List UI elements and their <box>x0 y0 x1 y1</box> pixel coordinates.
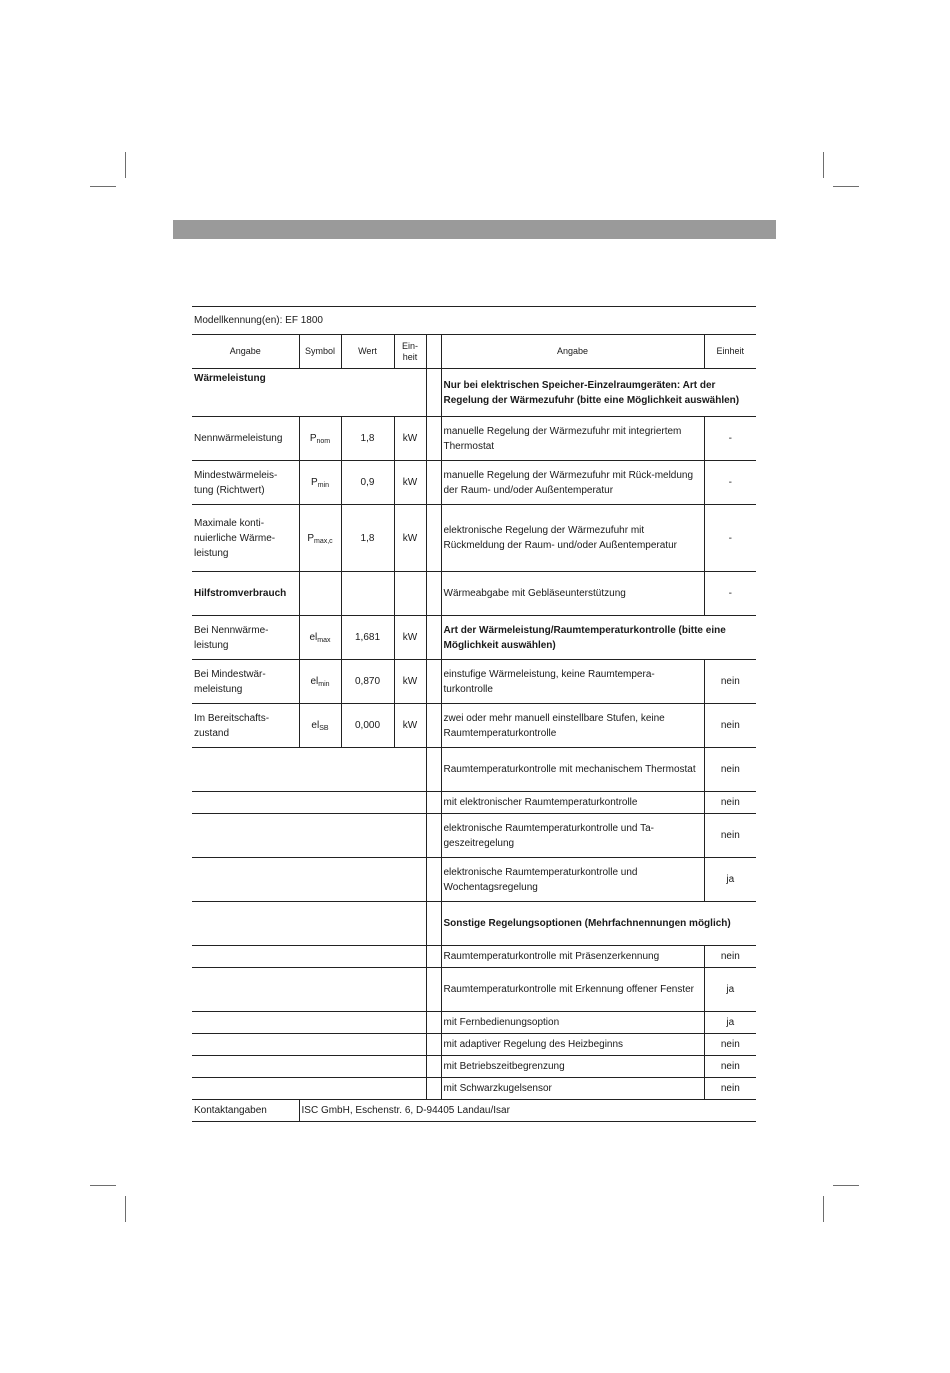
product-datasheet <box>192 306 756 1122</box>
spacer-cell <box>426 704 441 748</box>
row-angabe: Bei Nennwärme-leistung <box>192 616 299 660</box>
section3-title: Sonstige Regelungsoptionen (Mehrfachnennungen möglich) <box>441 902 756 946</box>
row-einheit: kW <box>394 461 426 505</box>
row-right-angabe: Wärmeabgabe mit Gebläseunterstützung <box>441 572 704 616</box>
table-row <box>192 505 756 572</box>
spacer-cell <box>426 968 441 1012</box>
row-right-einheit: nein <box>704 792 756 814</box>
empty-cell <box>192 968 426 1012</box>
header-band <box>173 220 776 239</box>
row-right-einheit: nein <box>704 1078 756 1100</box>
model-label: Modellkennung(en): EF 1800 <box>192 307 756 335</box>
table-row <box>192 858 756 902</box>
row-symbol: $P_{nom}$ <box>299 417 341 461</box>
row-right-angabe: mit Schwarzkugelsensor <box>441 1078 704 1100</box>
row-right-einheit: nein <box>704 1056 756 1078</box>
table-row <box>192 660 756 704</box>
row-symbol: $P_{min}$ <box>299 461 341 505</box>
table-row <box>192 748 756 792</box>
empty-cell <box>192 1012 426 1034</box>
row-angabe: Im Bereitschafts-zustand <box>192 704 299 748</box>
table-row <box>192 968 756 1012</box>
row-einheit: kW <box>394 616 426 660</box>
crop-mark <box>125 152 126 178</box>
row-right-angabe: Raumtemperaturkontrolle mit Erkennung offener Fenster <box>441 968 704 1012</box>
row-right-einheit: nein <box>704 814 756 858</box>
row-right-angabe: einstufige Wärmeleistung, keine Raumtempera-turkontrolle <box>441 660 704 704</box>
row-right-angabe: mit adaptiver Regelung des Heizbeginns <box>441 1034 704 1056</box>
kontakt-value: ISC GmbH, Eschenstr. 6, D-94405 Landau/Isar <box>299 1100 756 1122</box>
col-wert: Wert <box>341 335 394 369</box>
row-einheit: kW <box>394 660 426 704</box>
spacer-cell <box>426 505 441 572</box>
spacer-cell <box>426 1078 441 1100</box>
row-angabe: Maximale konti-nuierliche Wärme-leistung <box>192 505 299 572</box>
col-einheit-left: Ein- heit <box>394 335 426 369</box>
model-row <box>192 307 756 335</box>
empty-cell <box>341 572 394 616</box>
row-right-einheit: ja <box>704 858 756 902</box>
crop-mark <box>833 1185 859 1186</box>
row-wert: 0,000 <box>341 704 394 748</box>
row-symbol: $el_{max}$ <box>299 616 341 660</box>
section1-title: Nur bei elektrischen Speicher-Einzelraumgeräten: Art der Regelung der Wärmezufuhr (bitte eine Möglichkeit auswählen) <box>441 369 756 417</box>
row-right-einheit: - <box>704 572 756 616</box>
waermeleistung-title: Wärmeleistung <box>192 369 426 417</box>
row-right-angabe: Raumtemperaturkontrolle mit mechanischem Thermostat <box>441 748 704 792</box>
col-angabe-right: Angabe <box>441 335 704 369</box>
row-right-angabe: elektronische Regelung der Wärmezufuhr mit Rückmeldung der Raum- und/oder Außentemperatur <box>441 505 704 572</box>
spacer-cell <box>426 335 441 369</box>
row-right-angabe: elektronische Raumtemperaturkontrolle und Wochentagsregelung <box>441 858 704 902</box>
row-right-einheit: - <box>704 417 756 461</box>
column-header-row <box>192 335 756 369</box>
table-row <box>192 946 756 968</box>
kontakt-label: Kontaktangaben <box>192 1100 299 1122</box>
empty-cell <box>192 1034 426 1056</box>
hilfstrom-title: Hilfstromverbrauch <box>192 572 299 616</box>
contact-row <box>192 1100 756 1122</box>
row-wert: 1,681 <box>341 616 394 660</box>
row-right-einheit: - <box>704 505 756 572</box>
row-angabe: Bei Mindestwär-meleistung <box>192 660 299 704</box>
row-angabe: Mindestwärmeleis-tung (Richtwert) <box>192 461 299 505</box>
empty-cell <box>192 902 426 946</box>
row-right-einheit: nein <box>704 704 756 748</box>
spacer-cell <box>426 858 441 902</box>
row-right-einheit: nein <box>704 946 756 968</box>
row-einheit: kW <box>394 505 426 572</box>
spacer-cell <box>426 748 441 792</box>
row-right-angabe: elektronische Raumtemperaturkontrolle und Ta-geszeitregelung <box>441 814 704 858</box>
empty-cell <box>192 946 426 968</box>
col-einheit-right: Einheit <box>704 335 756 369</box>
row-right-einheit: nein <box>704 748 756 792</box>
row-right-angabe: manuelle Regelung der Wärmezufuhr mit integriertem Thermostat <box>441 417 704 461</box>
table-row <box>192 792 756 814</box>
crop-mark <box>125 1196 126 1222</box>
spacer-cell <box>426 660 441 704</box>
table-row <box>192 1012 756 1034</box>
spacer-cell <box>426 814 441 858</box>
table-row <box>192 704 756 748</box>
table-row <box>192 616 756 660</box>
row-wert: 1,8 <box>341 417 394 461</box>
crop-mark <box>90 186 116 187</box>
table-row <box>192 1034 756 1056</box>
row-einheit: kW <box>394 704 426 748</box>
table-row <box>192 1078 756 1100</box>
spacer-cell <box>426 792 441 814</box>
crop-mark <box>823 152 824 178</box>
empty-cell <box>394 572 426 616</box>
spacer-cell <box>426 417 441 461</box>
row-angabe: Nennwärmeleistung <box>192 417 299 461</box>
row-right-angabe: mit elektronischer Raumtemperaturkontrolle <box>441 792 704 814</box>
row-right-einheit: ja <box>704 968 756 1012</box>
row-right-angabe: mit Fernbedienungsoption <box>441 1012 704 1034</box>
row-right-einheit: - <box>704 461 756 505</box>
spacer-cell <box>426 616 441 660</box>
spacer-cell <box>426 1012 441 1034</box>
spacer-cell <box>426 572 441 616</box>
spacer-cell <box>426 369 441 417</box>
row-right-einheit: nein <box>704 1034 756 1056</box>
empty-cell <box>299 572 341 616</box>
table-row <box>192 461 756 505</box>
spacer-cell <box>426 946 441 968</box>
spacer-cell <box>426 902 441 946</box>
row-symbol: $el_{SB}$ <box>299 704 341 748</box>
row-einheit: kW <box>394 417 426 461</box>
crop-mark <box>823 1196 824 1222</box>
spacer-cell <box>426 461 441 505</box>
datasheet-table <box>192 306 756 1122</box>
crop-mark <box>90 1185 116 1186</box>
row-right-angabe: Raumtemperaturkontrolle mit Präsenzerkennung <box>441 946 704 968</box>
row-wert: 0,870 <box>341 660 394 704</box>
row-wert: 0,9 <box>341 461 394 505</box>
section-row <box>192 902 756 946</box>
empty-cell <box>192 748 426 792</box>
empty-cell <box>192 814 426 858</box>
empty-cell <box>192 1056 426 1078</box>
spacer-cell <box>426 1056 441 1078</box>
table-row <box>192 1056 756 1078</box>
row-right-einheit: ja <box>704 1012 756 1034</box>
spacer-cell <box>426 1034 441 1056</box>
table-row <box>192 417 756 461</box>
col-angabe-left: Angabe <box>192 335 299 369</box>
section2-title: Art der Wärmeleistung/Raumtemperaturkontrolle (bitte eine Möglichkeit auswählen) <box>441 616 756 660</box>
crop-mark <box>833 186 859 187</box>
empty-cell <box>192 1078 426 1100</box>
row-symbol: $el_{min}$ <box>299 660 341 704</box>
row-right-angabe: zwei oder mehr manuell einstellbare Stufen, keine Raumtemperaturkontrolle <box>441 704 704 748</box>
table-row <box>192 814 756 858</box>
empty-cell <box>192 858 426 902</box>
empty-cell <box>192 792 426 814</box>
row-right-einheit: nein <box>704 660 756 704</box>
row-right-angabe: mit Betriebszeitbegrenzung <box>441 1056 704 1078</box>
row-wert: 1,8 <box>341 505 394 572</box>
row-symbol: $P_{max,c}$ <box>299 505 341 572</box>
section-row <box>192 369 756 417</box>
table-row <box>192 572 756 616</box>
row-right-angabe: manuelle Regelung der Wärmezufuhr mit Rück-meldung der Raum- und/oder Außentemperatur <box>441 461 704 505</box>
col-symbol: Symbol <box>299 335 341 369</box>
